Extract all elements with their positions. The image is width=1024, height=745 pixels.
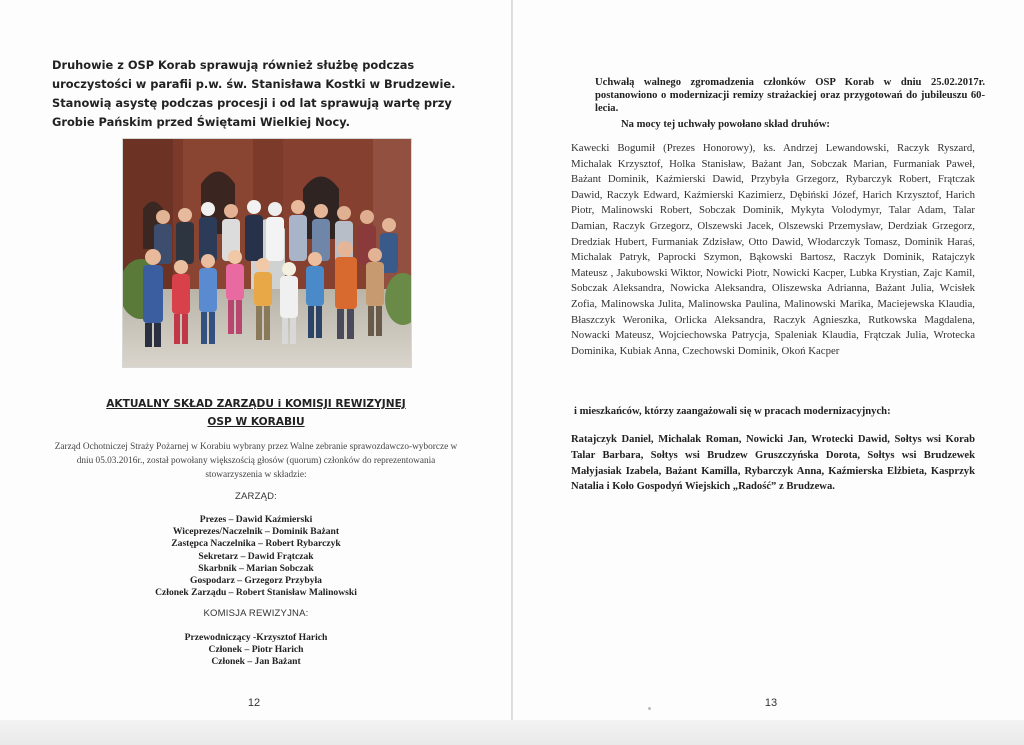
group-photo	[122, 138, 412, 368]
board-member: Zastępca Naczelnika – Robert Rybarczyk	[171, 538, 341, 550]
residents-list: Ratajczyk Daniel, Michalak Roman, Nowicki Jan, Wrotecki Dawid, Sołtys wsi Korab Talar Barbara, Sołtys wsi Brudzew Gruszczyńska Dorota, Sołtys wsi Brudzewek Małyjasiak Izabela, Bażant Kamilla, Rybarczyk Anna, Kaźmierska Elżbieta, Kasprzyk Natalia i Koło Gospodyń Wiejskich „Radość” z Brudzewa.	[571, 434, 975, 493]
left-page	[0, 0, 511, 720]
board-heading: AKTUALNY SKŁAD ZARZĄDU i KOMISJI REWIZYJNEJ	[106, 398, 406, 410]
residents-lead: i mieszkańców, którzy zaangażowali się w pracach modernizacyjnych:	[574, 406, 891, 417]
audit-member: Przewodniczący -Krzysztof Harich	[184, 632, 328, 643]
board-member: Członek Zarządu – Robert Stanisław Malinowski	[155, 587, 357, 599]
resolution-paragraph: Uchwałą walnego zgromadzenia członków OSP Korab w dniu 25.02.2017r. postanowiono o modernizacji remizy strażackiej oraz przygotowań do jubileuszu 60- lecia.	[595, 77, 985, 115]
audit-committee-list	[52, 632, 460, 669]
page-number-left: 12	[247, 697, 261, 709]
board-member: Prezes – Dawid Kaźmierski	[199, 514, 313, 525]
board-member: Skarbnik – Marian Sobczak	[198, 562, 314, 574]
members-list: Kawecki Bogumił (Prezes Honorowy), ks. Andrzej Lewandowski, Raczyk Ryszard, Michalak Krzysztof, Holka Stanisław, Bażant Jan, Sobczak Marian, Furmaniak Paweł, Bażant Dominik, Kaźmierski Dawid, Przybyła Grzegorz, Rybarczyk Robert, Frątczak Dawid, Raczyk Edward, Kaźmierski Kazimierz, Dębiński Józef, Harich Krzysztof, Harich Piotr, Malinowski Robert, Sobczak Dominik, Mykyta Volodymyr, Talar Adam, Talar Damian, Raczyk Grzegorz, Olszewski Jacek, Olszewski Przemysław, Derdziak Grzegorz, Dredziak Hubert, Furmaniak Zdzisław, Otto Dawid, Włodarczyk Tomasz, Dominik Haraś, Michalak Patryk, Paprocki Szymon, Bąkowski Bartosz, Raczyk Dominik, Ratajczyk Mateusz , Jakubowski Wiktor, Nowicki Piotr, Nowicki Kacper, Lubka Krystian, Zajc Kamil, Sobczak Aleksandra, Nowicka Aleksandra, Oliszewska Adrianna, Bażant Julia, Wcisłek Zofia, Malinowska Julita, Malinowska Paulina, Malinowski Marika, Maciejewska Klaudia, Błaszczyk Weronika, Orlicka Aleksandra, Raczyk Agnieszka, Rutkowska Magdalena, Nowacki Mateusz, Wojciechowska Patrycja, Spaleniak Klaudia, Frątczak Julia, Wrotecka Dominika, Kubiak Anna, Czechowski Dominik, Okoń Kacper	[571, 142, 975, 357]
board-title: ZARZĄD:	[234, 491, 278, 502]
audit-committee-title: KOMISJA REWIZYJNA:	[203, 608, 309, 619]
board-member: Gospodarz – Grzegorz Przybyła	[190, 575, 322, 587]
members-lead: Na mocy tej uchwały powołano skład druhów:	[621, 119, 830, 130]
scan-bottom-edge	[0, 720, 1024, 745]
audit-member: Członek – Jan Bażant	[211, 656, 301, 668]
board-member: Sekretarz – Dawid Frątczak	[198, 550, 314, 562]
board-list	[52, 514, 460, 599]
page-number-right: 13	[764, 697, 778, 709]
board-intro-paragraph: Zarząd Ochotniczej Straży Pożarnej w Korabiu wybrany przez Walne zebranie sprawozdawczo-wyborcze w dniu 05.03.2016r., został powołany większością głosów (quorum) członków do reprezentowania stowarzyszenia w składzie:	[54, 442, 458, 480]
board-member: Wiceprezes/Naczelnik – Dominik Bażant	[172, 526, 340, 538]
audit-member: Członek – Piotr Harich	[208, 644, 304, 656]
intro-paragraph: Druhowie z OSP Korab sprawują również służbę podczas uroczystości w parafii p.w. św. Stanisława Kostki w Brudzewie. Stanowią asystę podczas procesji i od lat sprawują wartę przy Grobie Pańskim przed Świętami Wielkiej Nocy.	[52, 58, 456, 129]
board-subheading: OSP W KORABIU	[207, 416, 305, 428]
right-page	[513, 0, 1024, 720]
scan-speck	[648, 707, 651, 710]
